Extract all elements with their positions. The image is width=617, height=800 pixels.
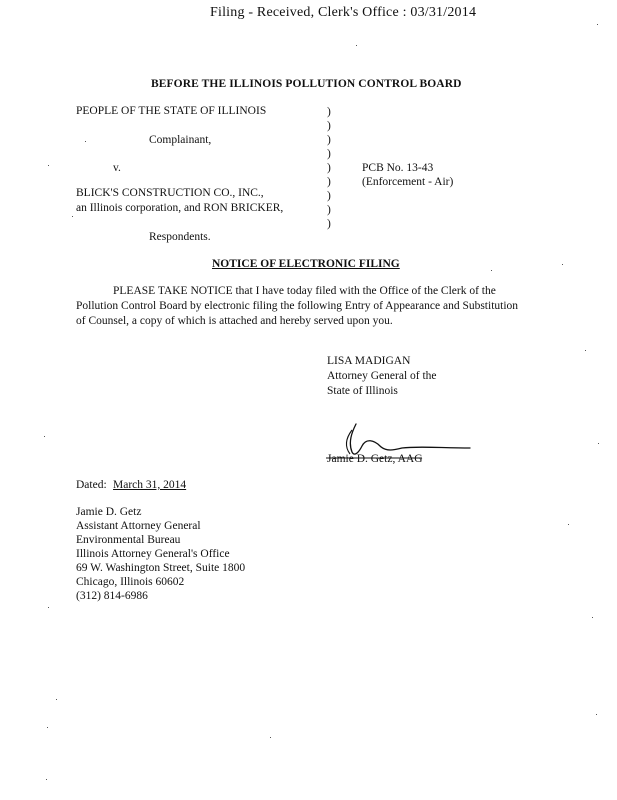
defendant-line-1: BLICK'S CONSTRUCTION CO., INC.,	[76, 187, 264, 199]
notice-body-line-2: Pollution Control Board by electronic filing the following Entry of Appearance and Substitution	[76, 300, 519, 312]
caption-paren: )	[327, 204, 331, 216]
contact-line: Assistant Attorney General	[76, 520, 201, 532]
scan-speck	[48, 607, 49, 608]
scan-speck	[46, 779, 47, 780]
respondents-label: Respondents.	[149, 231, 211, 243]
notice-body-line-3: of Counsel, a copy of which is attached and hereby served upon you.	[76, 315, 393, 327]
scan-speck	[47, 727, 48, 728]
defendant-line-2: an Illinois corporation, and RON BRICKER,	[76, 202, 284, 214]
dated-value: March 31, 2014	[113, 479, 187, 491]
case-type: (Enforcement - Air)	[362, 176, 454, 188]
scan-speck	[44, 436, 45, 437]
caption-paren: )	[327, 218, 331, 230]
board-title: BEFORE THE ILLINOIS POLLUTION CONTROL BOARD	[151, 78, 462, 90]
scan-speck	[568, 524, 569, 525]
caption-paren: )	[327, 176, 331, 188]
contact-line: Illinois Attorney General's Office	[76, 548, 230, 560]
scan-speck	[596, 714, 597, 715]
signatory-name: LISA MADIGAN	[327, 355, 411, 367]
caption-paren: )	[327, 134, 331, 146]
contact-line: (312) 814-6986	[76, 590, 148, 602]
scan-speck	[72, 216, 73, 217]
scan-speck	[598, 443, 599, 444]
scan-speck	[562, 264, 563, 265]
notice-title: NOTICE OF ELECTRONIC FILING	[212, 258, 400, 270]
caption-paren: )	[327, 106, 331, 118]
case-number: PCB No. 13-43	[362, 162, 434, 174]
contact-line: Environmental Bureau	[76, 534, 181, 546]
signed-by: Jamie D. Getz, AAG	[327, 453, 423, 465]
signatory-title: Attorney General of the	[327, 370, 437, 382]
scan-speck	[56, 699, 57, 700]
caption-paren: )	[327, 162, 331, 174]
notice-body-line-1: PLEASE TAKE NOTICE that I have today filed with the Office of the Clerk of the	[113, 285, 496, 297]
scan-speck	[585, 350, 586, 351]
dated-label: Dated:	[76, 479, 107, 491]
filing-stamp: Filing - Received, Clerk's Office : 03/31/2014	[210, 5, 477, 20]
versus-label: v.	[113, 162, 121, 174]
plaintiff-name: PEOPLE OF THE STATE OF ILLINOIS	[76, 105, 267, 117]
scan-speck	[48, 165, 49, 166]
scan-speck	[270, 737, 271, 738]
scan-speck	[597, 24, 598, 25]
caption-paren: )	[327, 148, 331, 160]
scan-speck	[356, 45, 357, 46]
signatory-state: State of Illinois	[327, 385, 398, 397]
contact-line: Chicago, Illinois 60602	[76, 576, 185, 588]
contact-line: Jamie D. Getz	[76, 506, 142, 518]
scan-speck	[592, 617, 593, 618]
contact-line: 69 W. Washington Street, Suite 1800	[76, 562, 246, 574]
scan-speck	[491, 270, 492, 271]
complainant-label: Complainant,	[149, 134, 212, 146]
scan-speck	[85, 141, 86, 142]
caption-paren: )	[327, 120, 331, 132]
caption-paren: )	[327, 190, 331, 202]
